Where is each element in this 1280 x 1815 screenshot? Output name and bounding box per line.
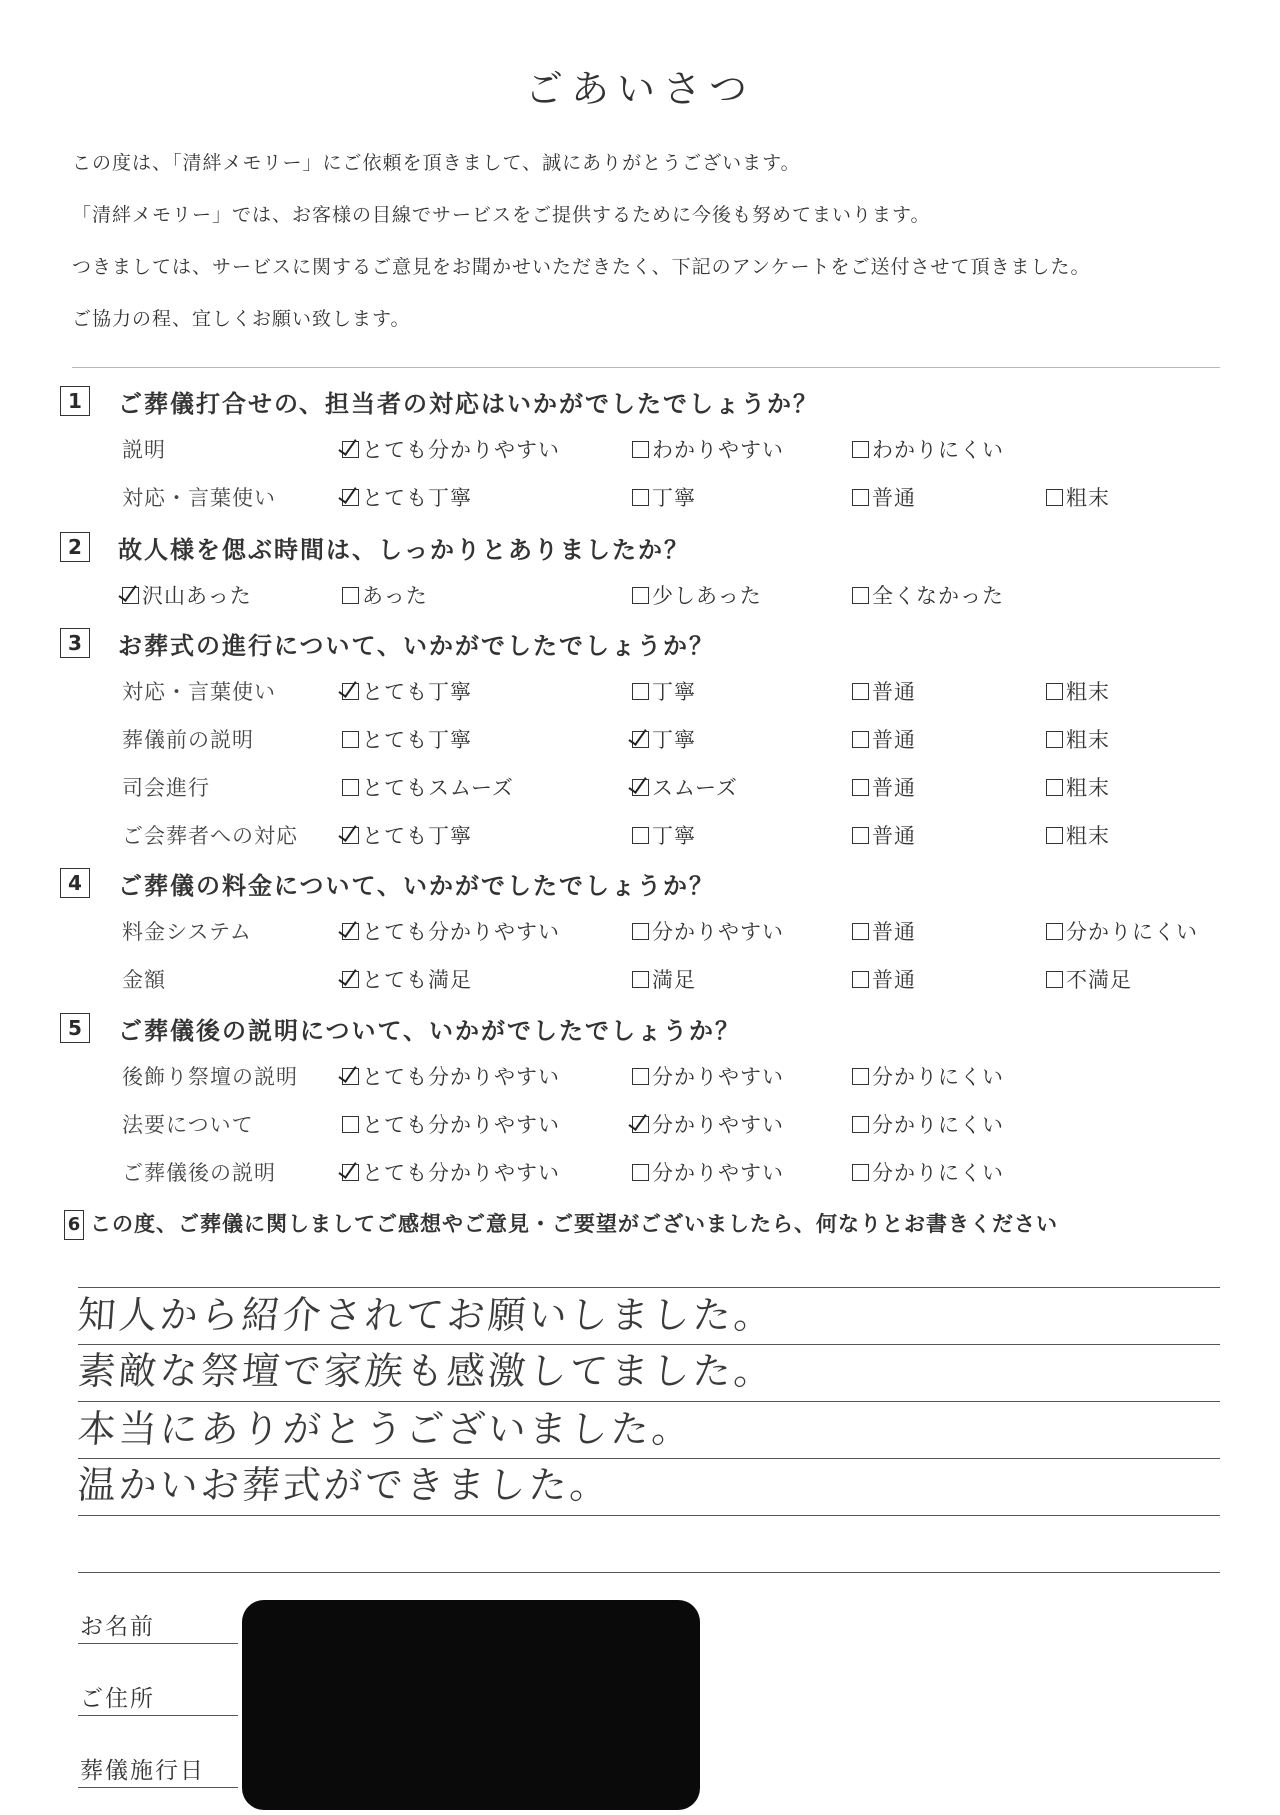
checkbox[interactable]: [1046, 827, 1063, 844]
answer-option[interactable]: [632, 916, 784, 946]
checkbox[interactable]: [342, 827, 359, 844]
option-label: とても分かりやすい: [362, 1161, 560, 1185]
date-line: [78, 1787, 238, 1788]
page-title: ごあいさつ: [524, 67, 755, 111]
row-label: ご会葬者への対応: [122, 824, 298, 848]
answer-option[interactable]: [852, 580, 1004, 610]
option-label: とてもスムーズ: [362, 776, 514, 800]
name-label: お名前: [80, 1614, 155, 1640]
option-label: 分かりにくい: [872, 1113, 1004, 1137]
checkbox[interactable]: [632, 827, 649, 844]
option-label: 丁寧: [652, 728, 696, 752]
handwritten-comment: 知人から紹介されてお願いしました。: [76, 1293, 777, 1337]
option-label: スムーズ: [652, 776, 738, 800]
option-label: とても丁寧: [362, 680, 472, 704]
checkbox[interactable]: [342, 971, 359, 988]
question-number: 5: [60, 1013, 90, 1043]
checkbox[interactable]: [632, 1164, 649, 1181]
checkbox[interactable]: [852, 971, 869, 988]
answer-option[interactable]: [342, 580, 428, 610]
answer-option[interactable]: [342, 1061, 560, 1091]
option-label: 分かりやすい: [652, 1113, 784, 1137]
checkbox[interactable]: [342, 779, 359, 796]
section-divider: [72, 367, 1220, 368]
checkbox[interactable]: [342, 441, 359, 458]
option-label: とても分かりやすい: [362, 1065, 560, 1089]
answer-option[interactable]: [852, 482, 916, 512]
answer-option[interactable]: [342, 964, 472, 994]
checkbox[interactable]: [342, 587, 359, 604]
answer-option[interactable]: [342, 482, 472, 512]
checkbox[interactable]: [632, 731, 649, 748]
option-label: 分かりやすい: [652, 1065, 784, 1089]
answer-option[interactable]: [1046, 482, 1110, 512]
answer-option[interactable]: [632, 964, 696, 994]
checkbox[interactable]: [632, 923, 649, 940]
row-label: 対応・言葉使い: [122, 486, 276, 510]
checkbox[interactable]: [632, 779, 649, 796]
option-label: 粗末: [1066, 824, 1110, 848]
checkbox[interactable]: [122, 587, 139, 604]
checkbox[interactable]: [852, 1068, 869, 1085]
question-text: お葬式の進行について、いかがでしたでしょうか？: [118, 632, 716, 660]
row-label: 司会進行: [122, 776, 210, 800]
checkbox[interactable]: [342, 731, 359, 748]
option-label: とても満足: [362, 968, 472, 992]
answer-option[interactable]: [852, 724, 916, 754]
checkbox[interactable]: [1046, 779, 1063, 796]
answer-option[interactable]: [1046, 676, 1110, 706]
answer-option[interactable]: [852, 1157, 1004, 1187]
row-label: 対応・言葉使い: [122, 680, 276, 704]
row-label: 法要について: [122, 1113, 254, 1137]
answer-option[interactable]: [632, 1157, 784, 1187]
checkbox[interactable]: [632, 1116, 649, 1133]
option-label: 普通: [872, 968, 916, 992]
checkbox[interactable]: [342, 923, 359, 940]
option-label: わかりにくい: [872, 438, 1004, 462]
option-label: とても分かりやすい: [362, 920, 560, 944]
checkbox[interactable]: [342, 1164, 359, 1181]
option-label: 分かりにくい: [872, 1065, 1004, 1089]
intro-paragraph: つきましては、サービスに関するご意見をお聞かせいただきたく、下記のアンケートをご送付させて頂きました。: [72, 256, 1091, 278]
checkbox[interactable]: [342, 489, 359, 506]
answer-option[interactable]: [632, 580, 762, 610]
intro-paragraph: この度は、「清絆メモリー」にご依頼を頂きまして、誠にありがとうございます。: [72, 152, 801, 174]
option-label: 満足: [652, 968, 696, 992]
comment-line: [78, 1515, 1220, 1516]
question-text: ご葬儀の料金について、いかがでしたでしょうか？: [118, 872, 716, 900]
answer-option[interactable]: [342, 1109, 560, 1139]
option-label: 普通: [872, 776, 916, 800]
handwritten-comment: 温かいお葬式ができました。: [76, 1463, 613, 1507]
answer-option[interactable]: [852, 964, 916, 994]
row-label: 説明: [122, 438, 166, 462]
answer-option[interactable]: [632, 772, 738, 802]
answer-option[interactable]: [852, 820, 916, 850]
option-label: 粗末: [1066, 680, 1110, 704]
option-label: 少しあった: [652, 584, 762, 608]
option-label: とても丁寧: [362, 824, 472, 848]
option-label: 丁寧: [652, 824, 696, 848]
answer-option[interactable]: [852, 1061, 1004, 1091]
option-label: 普通: [872, 486, 916, 510]
option-label: 丁寧: [652, 486, 696, 510]
answer-option[interactable]: [122, 580, 252, 610]
row-label: 葬儀前の説明: [122, 728, 254, 752]
checkbox[interactable]: [852, 923, 869, 940]
checkbox[interactable]: [852, 587, 869, 604]
checkbox[interactable]: [852, 1164, 869, 1181]
question-text: ご葬儀打合せの、担当者の対応はいかがでしたでしょうか？: [118, 390, 820, 418]
answer-option[interactable]: [342, 820, 472, 850]
answer-option[interactable]: [342, 724, 472, 754]
address-label: ご住所: [80, 1686, 155, 1712]
checkbox[interactable]: [342, 1068, 359, 1085]
option-label: わかりやすい: [652, 438, 784, 462]
option-label: とても分かりやすい: [362, 438, 560, 462]
question-text: この度、ご葬儀に関しましてご感想やご意見・ご要望がございましたら、何なりとお書きください: [90, 1212, 1058, 1236]
answer-option[interactable]: [632, 820, 696, 850]
checkbox[interactable]: [852, 731, 869, 748]
checkbox[interactable]: [342, 1116, 359, 1133]
handwritten-comment: 本当にありがとうございました。: [76, 1407, 695, 1451]
row-label: 料金システム: [122, 920, 252, 944]
redaction-block: [242, 1600, 700, 1810]
question-number: 3: [60, 628, 90, 658]
answer-option[interactable]: [632, 434, 784, 464]
option-label: とても分かりやすい: [362, 1113, 560, 1137]
answer-option[interactable]: [852, 772, 916, 802]
checkbox[interactable]: [1046, 489, 1063, 506]
answer-option[interactable]: [632, 1109, 784, 1139]
answer-option[interactable]: [1046, 964, 1132, 994]
option-label: 丁寧: [652, 680, 696, 704]
checkbox[interactable]: [852, 683, 869, 700]
option-label: 不満足: [1066, 968, 1132, 992]
handwritten-comment: 素敵な祭壇で家族も感激してました。: [76, 1349, 777, 1393]
option-label: とても丁寧: [362, 486, 472, 510]
row-label: ご葬儀後の説明: [122, 1161, 276, 1185]
checkbox[interactable]: [852, 779, 869, 796]
checkbox[interactable]: [632, 1068, 649, 1085]
checkbox[interactable]: [1046, 731, 1063, 748]
answer-option[interactable]: [342, 1157, 560, 1187]
answer-option[interactable]: [1046, 772, 1110, 802]
checkbox[interactable]: [632, 683, 649, 700]
checkbox[interactable]: [632, 971, 649, 988]
checkbox[interactable]: [852, 1116, 869, 1133]
row-label: 金額: [122, 968, 166, 992]
checkbox[interactable]: [852, 827, 869, 844]
checkbox[interactable]: [1046, 971, 1063, 988]
checkbox[interactable]: [632, 587, 649, 604]
answer-option[interactable]: [342, 916, 560, 946]
question-number: 6: [64, 1210, 84, 1240]
checkbox[interactable]: [342, 683, 359, 700]
option-label: 分かりにくい: [1066, 920, 1198, 944]
date-label: 葬儀施行日: [80, 1758, 205, 1784]
answer-option[interactable]: [342, 772, 514, 802]
intro-paragraph: 「清絆メモリー」では、お客様の目線でサービスをご提供するために今後も努めてまいります。: [72, 204, 931, 226]
answer-option[interactable]: [632, 724, 696, 754]
answer-option[interactable]: [1046, 916, 1198, 946]
option-label: とても丁寧: [362, 728, 472, 752]
answer-option[interactable]: [632, 1061, 784, 1091]
comment-line: [78, 1572, 1220, 1573]
checkbox[interactable]: [632, 441, 649, 458]
option-label: 普通: [872, 920, 916, 944]
option-label: 分かりやすい: [652, 1161, 784, 1185]
answer-option[interactable]: [852, 1109, 1004, 1139]
option-label: 粗末: [1066, 486, 1110, 510]
answer-option[interactable]: [852, 434, 1004, 464]
option-label: 全くなかった: [872, 584, 1004, 608]
answer-option[interactable]: [632, 676, 696, 706]
answer-option[interactable]: [342, 676, 472, 706]
intro-paragraph: ご協力の程、宜しくお願い致します。: [72, 308, 411, 330]
checkbox[interactable]: [1046, 923, 1063, 940]
name-line: [78, 1643, 238, 1644]
question-number: 4: [60, 868, 90, 898]
checkbox[interactable]: [852, 441, 869, 458]
option-label: 普通: [872, 728, 916, 752]
answer-option[interactable]: [1046, 724, 1110, 754]
answer-option[interactable]: [852, 916, 916, 946]
address-line: [78, 1715, 238, 1716]
option-label: 普通: [872, 824, 916, 848]
answer-option[interactable]: [852, 676, 916, 706]
option-label: 粗末: [1066, 728, 1110, 752]
option-label: 粗末: [1066, 776, 1110, 800]
answer-option[interactable]: [1046, 820, 1110, 850]
option-label: 普通: [872, 680, 916, 704]
answer-option[interactable]: [632, 482, 696, 512]
checkbox[interactable]: [1046, 683, 1063, 700]
question-number: 1: [60, 386, 90, 416]
checkbox[interactable]: [632, 489, 649, 506]
question-number: 2: [60, 532, 90, 562]
checkbox[interactable]: [852, 489, 869, 506]
question-text: ご葬儀後の説明について、いかがでしたでしょうか？: [118, 1017, 742, 1045]
question-text: 故人様を偲ぶ時間は、しっかりとありましたか？: [118, 536, 690, 564]
option-label: 沢山あった: [142, 584, 252, 608]
option-label: あった: [362, 584, 428, 608]
option-label: 分かりやすい: [652, 920, 784, 944]
answer-option[interactable]: [342, 434, 560, 464]
option-label: 分かりにくい: [872, 1161, 1004, 1185]
row-label: 後飾り祭壇の説明: [122, 1065, 298, 1089]
